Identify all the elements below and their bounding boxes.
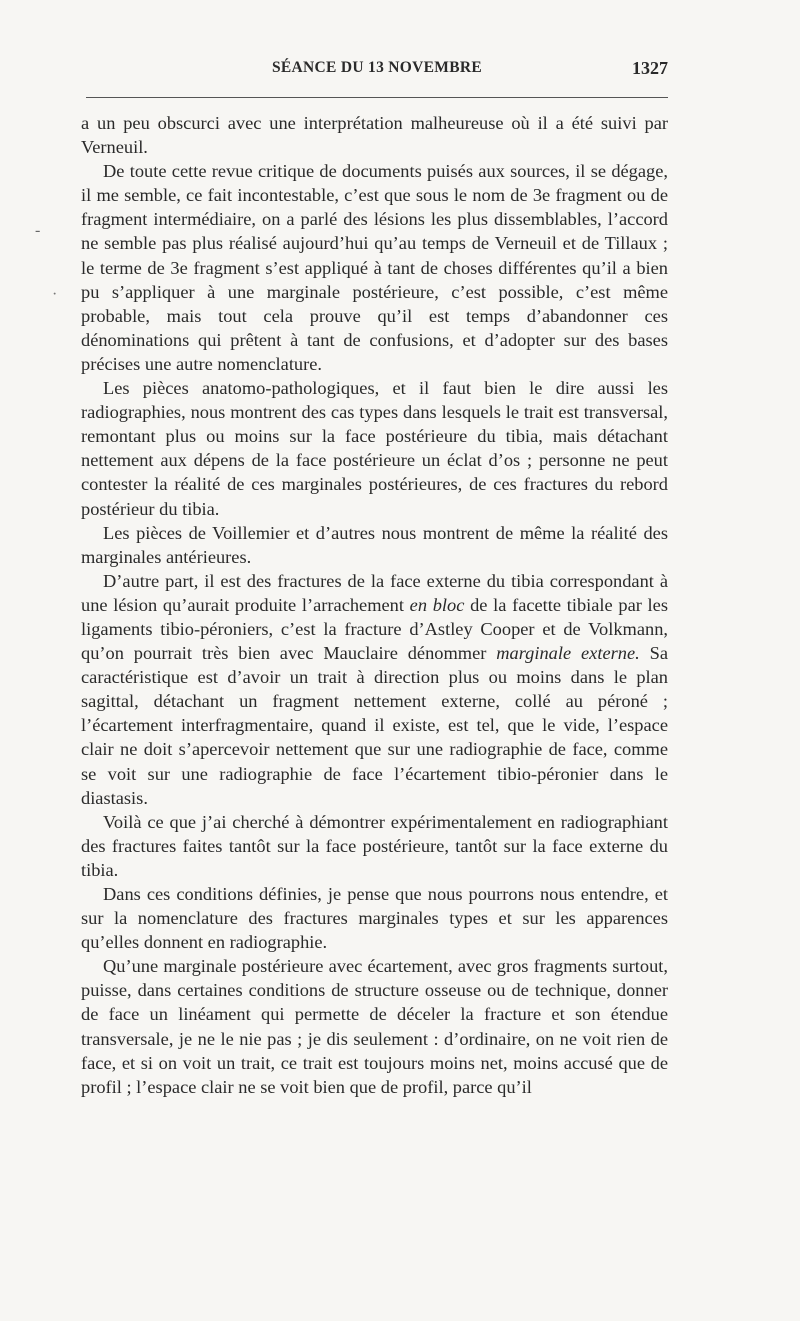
paragraph: De toute cette revue critique de documents puisés aux sources, il se dégage, il me semble, ce fait incontestable, c’est que sous le nom de 3e fragment ou de fragment intermédiaire, on a parlé des lésions les plus dissemblables, l’accord ne semble pas plus réalisé aujourd’hui qu’au temps de Verneuil et de Tillaux ; le terme de 3e fragment s’est appliqué à tant de choses différentes qu’il a bien pu s’appliquer à une marginale postérieure, c’est possible, c’est même probable, mais tout cela prouve qu’il est temps d’abandonner ces dénominations qui prêtent à tant de confusions, et d’adopter sur des bases précises une autre nomenclature. — [81, 161, 668, 374]
paragraph: Dans ces conditions définies, je pense que nous pourrons nous entendre, et sur la nomenclature des fractures marginales types et sur les apparences qu’elles donnent en radiographie. — [81, 884, 668, 953]
text-span: de la facette tibiale par les ligaments tibio-péroniers, c’est la fracture d’Astley Cooper et de Volkmann, qu’on pourrait très bien avec Mauclaire dénommer — [81, 594, 668, 664]
italic-term: en bloc — [409, 594, 465, 615]
text-span: Sa caractéristique est d’avoir un trait à direction plus ou moins dans le plan sagittal, détachant un fragment nettement externe, collé au péroné ; l’écartement interfragmentaire, quand il existe, est tel, que le vide, l’espace clair ne doit s’apercevoir nettement que sur une radiographie de face, comme se voit sur une radiographie de face l’écartement tibio-péronier dans le diastasis. — [81, 643, 668, 808]
body-text — [81, 111, 668, 1099]
paragraph: Les pièces anatomo-pathologiques, et il faut bien le dire aussi les radiographies, nous montrent des cas types dans lesquels le trait est transversal, remontant plus ou moins sur la face postérieure du tibia, mais détachant nettement aux dépens de la face postérieure un éclat d’os ; personne ne peut contester la réalité de ces marginales postérieures, de ces fractures du rebord postérieur du tibia. — [81, 378, 668, 519]
text-span: D’autre part, il est des fractures de la face externe du tibia correspondant à une lésion qu’aurait produite l’arrachement — [81, 570, 668, 615]
paragraph: a un peu obscurci avec une interprétation malheureuse où il a été suivi par Verneuil. — [81, 113, 668, 158]
header-rule — [86, 97, 668, 98]
running-header — [81, 56, 668, 90]
page-number: 1327 — [632, 58, 668, 78]
document-page — [81, 56, 668, 1097]
paragraph: Qu’une marginale postérieure avec écartement, avec gros fragments surtout, puisse, dans certaines conditions de structure osseuse ou de technique, donner de face un linéament qui permette de déceler la fracture et son étendue transversale, je ne le nie pas ; je dis seulement : d’ordinaire, on ne voit rien de face, et si on voit un trait, ce trait est toujours moins net, moins accusé que de profil ; l’espace clair ne se voit bien que de profil, parce qu’il — [81, 956, 668, 1097]
margin-mark: · — [52, 286, 58, 303]
margin-mark: - — [35, 222, 41, 239]
paragraph — [81, 569, 668, 810]
header-title: SÉANCE DU 13 NOVEMBRE — [272, 59, 482, 76]
paragraph: Voilà ce que j’ai cherché à démontrer expérimentalement en radiographiant des fractures faites tantôt sur la face postérieure, tantôt sur la face externe du tibia. — [81, 811, 668, 880]
italic-term: marginale externe. — [496, 643, 640, 664]
paragraph: Les pièces de Voillemier et d’autres nous montrent de même la réalité des marginales antérieures. — [81, 522, 668, 567]
